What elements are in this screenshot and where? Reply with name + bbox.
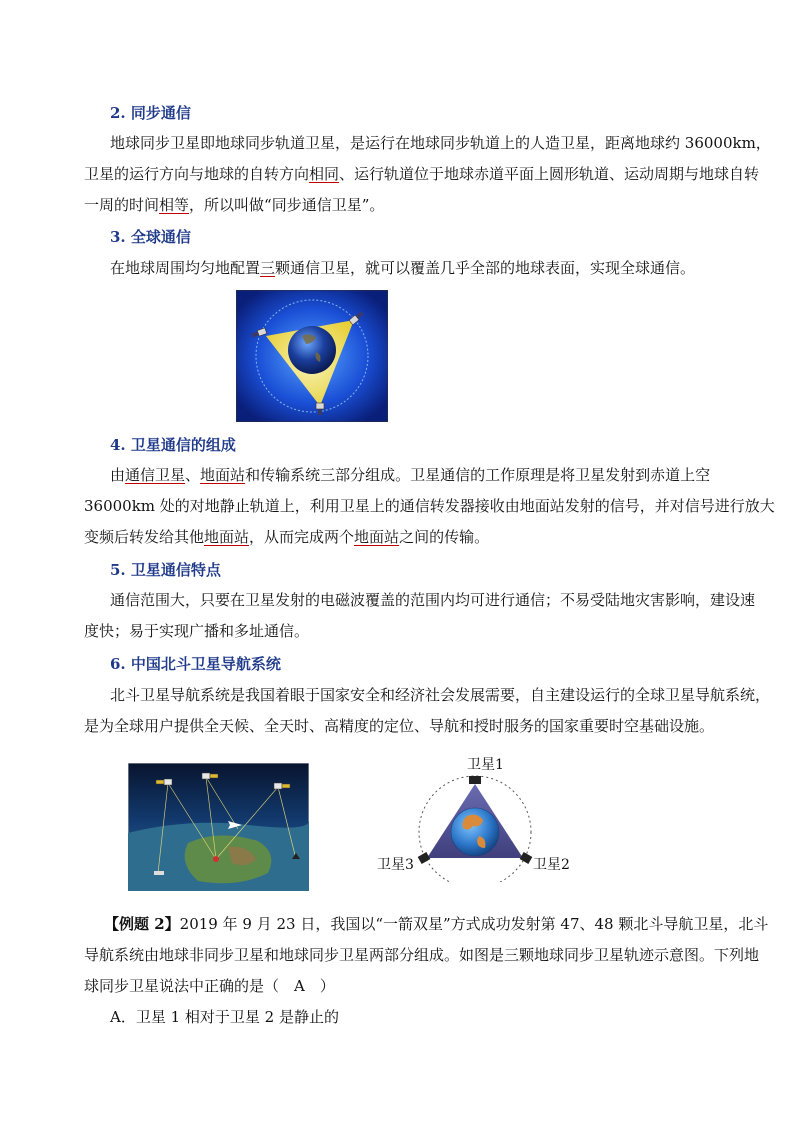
text-line: 度快；易于实现广播和多址通信。 [84,622,310,640]
text-span: 和传输系统三部分组成。卫星通信的工作原理是将卫星发射到赤道上空 [245,466,711,484]
text-span: ，从而完成两个 [249,528,355,546]
three-geostationary-satellites-diagram [375,752,575,882]
text-line [84,522,714,553]
example-tag: 【例题 2】 [104,915,180,933]
beidou-navigation-photo [128,763,309,891]
underlined-term: 地面站 [354,528,400,546]
text-line [84,190,714,221]
text-line: 通信范围大，只要在卫星发射的电磁波覆盖的范围内均可进行通信；不易受陆地灾害影响，建设速 [110,591,756,609]
underlined-term: 通信卫星 [125,466,186,484]
text-line: 北斗卫星导航系统是我国着眼于国家安全和经济社会发展需要，自主建设运行的全球卫星导航系统， [110,686,771,704]
underlined-term: 地面站 [204,528,250,546]
text-span: 一周的时间 [84,196,160,214]
example-2-paragraph [84,909,769,1033]
text-span: 地球同步卫星即地球同步轨道卫星，是运行在地球同步轨道上的人造卫星，距离地球约 36000km， [110,134,771,152]
section-heading-satellite-composition: 4. 卫星通信的组成 [110,436,236,454]
satellite-1-label: 卫星1 [467,757,504,773]
satellite-2-label: 卫星2 [533,857,570,873]
text-line: 36000km 处的对地静止轨道上，利用卫星上的通信转发器接收由地面站发射的信号，并对信号进行放大 [84,497,775,515]
satellite-1-icon [469,776,481,784]
underlined-term: 地面站 [200,466,246,484]
underlined-term: 三 [260,259,276,277]
text-line: 导航系统由地球非同步卫星和地球同步卫星两部分组成。如图是三颗地球同步卫星轨迹示意图。下列地 [84,946,760,964]
paragraph-satellite-features [84,585,756,647]
section-heading-beidou: 6. 中国北斗卫星导航系统 [110,655,281,673]
text-line: 球同步卫星说法中正确的是（ A ） [84,977,335,995]
text-line [84,253,714,284]
underlined-term: 相等 [159,196,190,214]
satellite-3-icon [418,852,431,864]
text-span: 变频后转发给其他 [84,528,205,546]
paragraph-satellite-composition [84,460,775,553]
section-heading-global-communication: 3. 全球通信 [110,228,191,246]
text-span: 在地球周围均匀地配置 [110,259,261,277]
text-span: 卫星的运行方向与地球的自转方向 [84,165,310,183]
section-heading-satellite-features: 5. 卫星通信特点 [110,561,221,579]
satellite-3-label: 卫星3 [377,857,414,873]
text-span: 之间的传输。 [399,528,490,546]
underlined-term: 相同 [309,165,340,183]
paragraph-sync-communication [84,128,771,221]
navigation-illustration [128,763,309,891]
section-heading-sync-communication: 2. 同步通信 [110,104,191,122]
text-span: 由 [110,466,126,484]
orbit-diagram [375,752,575,882]
text-span: 颗通信卫星，就可以覆盖几乎全部的地球表面，实现全球通信。 [275,259,696,277]
text-line [84,128,771,159]
text-span: 、运行轨道位于地球赤道平面上圆形轨道、运动周期与地球自转 [339,165,760,183]
text-span: ，所以叫做“同步通信卫星”。 [189,196,385,214]
paragraph-beidou [84,680,771,742]
text-span: 2019 年 9 月 23 日，我国以“一箭双星”方式成功发射第 47、48 颗北斗导航卫星，北斗 [179,915,769,933]
text-span: 、 [185,466,201,484]
three-satellite-illustration [236,290,388,422]
text-line [84,460,714,491]
text-line [84,159,760,190]
paragraph-global-communication [84,253,714,284]
three-satellite-coverage-image [236,290,388,422]
option-a: A．卫星 1 相对于卫星 2 是静止的 [110,1008,339,1026]
text-line [84,909,769,940]
satellite-2-icon [520,852,533,864]
text-line: 是为全球用户提供全天候、全天时、高精度的定位、导航和授时服务的国家重要时空基础设施。 [84,717,715,735]
